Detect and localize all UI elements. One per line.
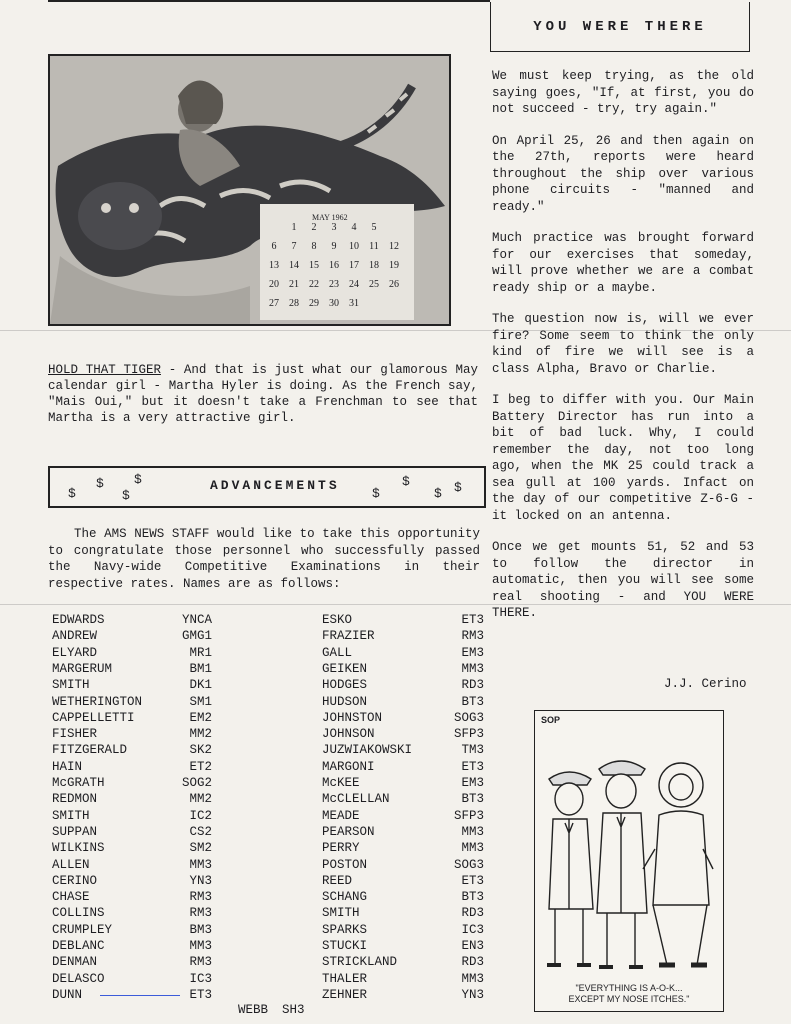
- dollar-sign: $: [134, 472, 142, 487]
- advancement-name: ELYARD: [52, 645, 98, 660]
- article-paragraph: On April 25, 26 and then again on the 27th, reports were heard throughout the ship over various phone circuits - "manned and ready.": [492, 133, 754, 214]
- calendar-day: 17: [349, 260, 359, 271]
- you-were-there-banner: [490, 2, 750, 52]
- article-paragraph: Much practice was brought forward for our exercises that someday, will prove whether we are a combat ready ship or a maybe.: [492, 231, 754, 295]
- calendar-day: 1: [291, 222, 297, 233]
- name: WEBB: [238, 1003, 269, 1017]
- advancement-rate: MM3: [189, 939, 212, 953]
- advancement-name: CAPPELLETTI: [52, 710, 135, 725]
- article-paragraph: Once we get mounts 51, 52 and 53 to follow the director in automatic, then you will see some real shooting - and YOU WERE THERE.: [492, 540, 754, 620]
- calendar-day: 11: [369, 241, 379, 252]
- advancement-name: ALLEN: [52, 857, 90, 872]
- advancement-rate: EN3: [461, 939, 484, 953]
- calendar-day: 19: [389, 260, 399, 271]
- advancement-rate: EM3: [461, 776, 484, 790]
- banner-title: YOU WERE THERE: [533, 18, 707, 35]
- advancement-rate: MM3: [461, 971, 484, 986]
- calendar-day: 18: [369, 260, 379, 271]
- cartoon-tag: SOP: [541, 715, 561, 725]
- advancement-name: WILKINS: [52, 841, 105, 856]
- advancement-name: SPARKS: [322, 922, 368, 937]
- advancement-rate: EM3: [461, 645, 484, 660]
- calendar-day: 16: [329, 260, 339, 271]
- advancement-rate: RM3: [189, 890, 212, 905]
- advancement-name: SMITH: [322, 906, 360, 921]
- advancement-rate: RD3: [461, 906, 484, 921]
- advancement-rate: MM3: [189, 857, 212, 872]
- advancement-name: McGRATH: [52, 776, 105, 790]
- advancement-rate: SOG3: [453, 857, 484, 872]
- advancement-rate: SFP3: [453, 727, 484, 742]
- calendar-day: 13: [269, 260, 279, 271]
- advancement-name: MARGONI: [322, 759, 375, 774]
- calendar-day: 29: [309, 298, 319, 309]
- calendar-day: 5: [371, 222, 377, 233]
- advancement-rate: MM2: [189, 792, 212, 807]
- advancement-name: McKEE: [322, 776, 360, 790]
- calendar-day: 25: [369, 279, 379, 290]
- advancement-name: JOHNSON: [322, 727, 375, 742]
- advancement-name: COLLINS: [52, 906, 105, 921]
- dollar-sign: $: [96, 476, 104, 491]
- you-were-there-article: [492, 68, 754, 637]
- advancement-rate: IC3: [461, 922, 484, 937]
- advancement-rate: YNCA: [181, 613, 212, 627]
- advancement-name: GEIKEN: [322, 661, 368, 676]
- caption-lead: HOLD THAT TIGER: [48, 363, 161, 377]
- advancement-rate: RD3: [461, 678, 484, 693]
- advancement-name: REED: [322, 873, 353, 888]
- calendar-week: [264, 241, 410, 260]
- calendar-day: 28: [289, 298, 299, 309]
- calendar-day: 3: [331, 222, 337, 233]
- calendar-day: 31: [349, 298, 359, 309]
- calendar-day: 14: [289, 260, 299, 271]
- article-paragraph: The question now is, will we ever fire? Some seem to think the only kind of fire we will see is a class Alpha, Bravo or Charlie.: [492, 312, 754, 376]
- dollar-sign: $: [402, 474, 410, 489]
- calendar-day: 24: [349, 279, 359, 290]
- advancement-name: CERINO: [52, 873, 98, 888]
- article-paragraph: We must keep trying, as the old saying goes, "If, at first, you do not succeed - try, try again.": [492, 69, 754, 116]
- astronaut-cartoon: [534, 710, 724, 1012]
- advancement-rate: BT3: [461, 792, 484, 807]
- advancement-name: SUPPAN: [52, 824, 98, 839]
- advancement-rate: ET3: [461, 613, 484, 627]
- advancement-name: DELASCO: [52, 971, 105, 986]
- advancement-name: McCLELLAN: [322, 792, 390, 807]
- advancement-name: CHASE: [52, 890, 90, 905]
- advancement-name: ZEHNER: [322, 987, 368, 1002]
- calendar-day: 27: [269, 298, 279, 309]
- advancement-name: FITZGERALD: [52, 743, 128, 758]
- advancement-rate: SM2: [189, 841, 212, 856]
- advancement-name: JUZWIAKOWSKI: [322, 743, 413, 758]
- advancement-name: POSTON: [322, 857, 368, 872]
- advancement-rate: SM1: [189, 694, 212, 709]
- calendar-day: 6: [271, 241, 277, 252]
- dollar-sign: $: [68, 486, 76, 501]
- advancement-name: HODGES: [322, 678, 368, 693]
- advancement-name: WETHERINGTON: [52, 694, 143, 709]
- calendar-week: [264, 222, 410, 241]
- advancement-rate: MR1: [189, 645, 212, 660]
- dollar-sign: $: [372, 486, 380, 501]
- pen-underline: [100, 995, 180, 996]
- calendar-day: 21: [289, 279, 299, 290]
- advancement-name: JOHNSTON: [322, 710, 383, 725]
- advancement-name: CRUMPLEY: [52, 922, 113, 937]
- advancement-rate: TM3: [461, 743, 484, 758]
- calendar-day: 7: [291, 241, 297, 252]
- calendar-month-title: MAY 1962: [312, 213, 348, 222]
- advancement-rate: ET3: [461, 759, 484, 774]
- advancements-intro: The AMS NEWS STAFF would like to take this opportunity to congratulate those personnel who successfully passed the Navy-wide Competitive Examinations in their respective rates. Names are as follows:: [48, 527, 480, 591]
- calendar-day: 8: [311, 241, 317, 252]
- calendar-week: [264, 260, 410, 279]
- advancement-rate: ET3: [461, 873, 484, 888]
- advancement-name: SMITH: [52, 678, 90, 693]
- calendar-day: 9: [331, 241, 337, 252]
- advancement-rate: GMG1: [181, 629, 212, 644]
- calendar-day: 22: [309, 279, 319, 290]
- advancement-name: PERRY: [322, 841, 360, 856]
- advancement-rate: EM2: [189, 710, 212, 725]
- calendar-week: [264, 298, 410, 317]
- photo-caption: [48, 362, 478, 426]
- cartoon-caption: "EVERYTHING IS A-O-K... EXCEPT MY NOSE ITCHES.": [568, 983, 690, 1004]
- advancement-name: EDWARDS: [52, 613, 105, 627]
- advancement-name: DEBLANC: [52, 939, 105, 953]
- advancement-rate: BT3: [461, 890, 484, 905]
- calendar-week: [264, 279, 410, 298]
- calendar-day: 30: [329, 298, 339, 309]
- calendar-day: 10: [349, 241, 359, 252]
- calendar-day: 2: [311, 222, 317, 233]
- advancement-rate: RD3: [461, 955, 484, 970]
- advancement-name: SCHANG: [322, 890, 368, 905]
- advancements-header: [48, 466, 486, 508]
- advancement-name: ANDREW: [52, 629, 98, 644]
- calendar-day: 23: [329, 279, 339, 290]
- advancement-rate: MM3: [461, 841, 484, 856]
- advancement-name: REDMON: [52, 792, 98, 807]
- rate: SH3: [282, 1003, 305, 1017]
- advancement-name: DUNN: [52, 987, 83, 1002]
- cartoon-drawing: [535, 729, 722, 989]
- calendar-photo: [48, 54, 451, 326]
- advancement-rate: CS2: [189, 824, 212, 839]
- calendar-day: [264, 222, 284, 241]
- advancement-name: FRAZIER: [322, 629, 375, 644]
- advancement-name: ESKO: [322, 613, 353, 627]
- dollar-sign: $: [454, 480, 462, 495]
- advancement-name: MEADE: [322, 808, 360, 823]
- dollar-sign: $: [434, 486, 442, 501]
- advancement-rate: SOG2: [181, 776, 212, 790]
- article-signature: J.J. Cerino: [664, 677, 747, 691]
- advancement-name: HUDSON: [322, 694, 368, 709]
- advancement-rate: SFP3: [453, 808, 484, 823]
- header-rule: [48, 0, 490, 2]
- calendar-day: 20: [269, 279, 279, 290]
- advancement-rate: MM3: [461, 824, 484, 839]
- extra-name: [238, 1002, 268, 1019]
- calendar-day: 4: [351, 222, 357, 233]
- advancement-rate: YN3: [461, 987, 484, 1002]
- advancement-name: DENMAN: [52, 955, 98, 970]
- caption-text: - And that is just what our glamorous May calendar girl - Martha Hyler is doing. As the French say, "Mais Oui," but it doesn't take a Frenchman to see that Martha is a very attractive girl.: [48, 363, 478, 425]
- advancement-name: GALL: [322, 645, 353, 660]
- advancement-rate: MM3: [461, 661, 484, 676]
- advancement-rate: ET2: [189, 759, 212, 774]
- advancement-rate: BT3: [461, 694, 484, 709]
- advancement-rate: IC2: [189, 808, 212, 823]
- advancement-name: PEARSON: [322, 824, 375, 839]
- advancement-rate: YN3: [189, 873, 212, 888]
- advancement-rate: MM2: [189, 727, 212, 742]
- advancement-rate: BM1: [189, 661, 212, 676]
- advancement-rate: RM3: [189, 906, 212, 921]
- advancement-rate: BM3: [189, 922, 212, 937]
- advancement-rate: RM3: [461, 629, 484, 644]
- advancement-name: SMITH: [52, 808, 90, 823]
- advancement-name: MARGERUM: [52, 661, 113, 676]
- calendar-day: 12: [389, 241, 399, 252]
- advancement-name: THALER: [322, 971, 368, 986]
- advancement-rate: SOG3: [453, 710, 484, 725]
- advancement-name: FISHER: [52, 727, 98, 742]
- advancement-name: STRICKLAND: [322, 955, 398, 970]
- dollar-sign: $: [122, 488, 130, 503]
- advancement-rate: DK1: [189, 678, 212, 693]
- advancement-rate: IC3: [189, 971, 212, 986]
- article-paragraph: I beg to differ with you. Our Main Battery Director has run into a bit of bad luck. Why, I could remember the day, not too long ago, when the MK 25 could track a sea gull at 100 yards. Infact on the day of our competitive Z-6-G - it locked on an antenna.: [492, 393, 754, 523]
- advancement-rate: ET3: [189, 987, 212, 1002]
- extra-rate: [282, 1002, 305, 1019]
- advancement-name: STUCKI: [322, 939, 368, 953]
- advancement-name: HAIN: [52, 759, 83, 774]
- calendar-day: 15: [309, 260, 319, 271]
- advancement-rate: RM3: [189, 955, 212, 970]
- calendar-grid: [264, 222, 410, 317]
- calendar-day: 26: [389, 279, 399, 290]
- advancements-title: ADVANCEMENTS: [210, 478, 340, 493]
- advancement-rate: SK2: [189, 743, 212, 758]
